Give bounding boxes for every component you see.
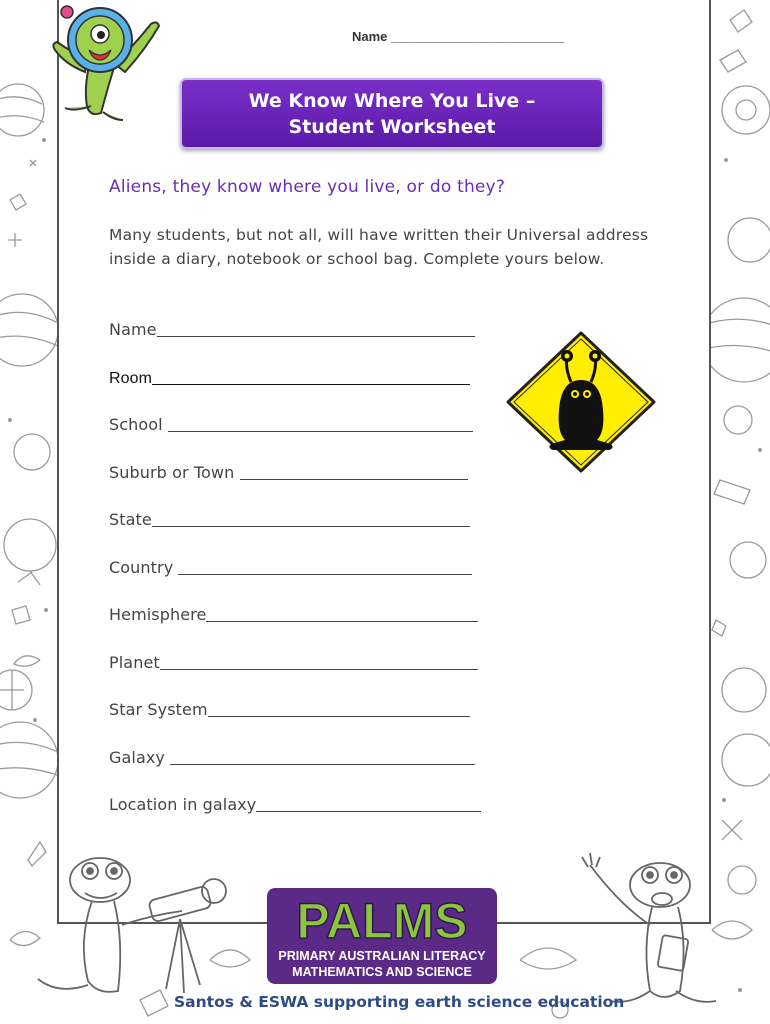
field-star-system[interactable] (109, 698, 470, 719)
field-label: State (109, 510, 152, 529)
answer-line[interactable] (152, 510, 470, 527)
field-label: Location in galaxy (109, 795, 257, 814)
answer-line[interactable] (168, 415, 473, 432)
field-state[interactable] (109, 508, 470, 529)
planet-doodle (730, 542, 766, 578)
answer-line[interactable] (157, 320, 475, 337)
field-label: Galaxy (109, 748, 165, 767)
answer-line[interactable] (178, 558, 472, 575)
student-name-line[interactable]: Name ________________________ (352, 29, 565, 44)
answer-line[interactable] (256, 795, 481, 812)
palms-logo-line2: MATHEMATICS AND SCIENCE (292, 965, 472, 979)
field-hemisphere[interactable] (109, 603, 478, 624)
title-line-1: We Know Where You Live – (248, 89, 536, 112)
field-label: Name (109, 320, 157, 339)
field-label: Country (109, 558, 174, 577)
field-label: Hemisphere (109, 605, 207, 624)
planet-doodle (0, 294, 58, 366)
planet-doodle (4, 519, 56, 571)
field-galaxy[interactable] (109, 746, 475, 767)
palms-logo-line1: PRIMARY AUSTRALIAN LITERACY (278, 949, 486, 963)
worksheet-title (180, 78, 604, 149)
answer-line[interactable] (160, 653, 478, 670)
field-name[interactable] (109, 318, 475, 339)
intro-paragraph: Many students, but not all, will have written their Universal address inside a diary, notebook or school bag. Complete yours below. (109, 226, 649, 268)
field-school[interactable] (109, 413, 473, 434)
field-country[interactable] (109, 556, 472, 577)
answer-line[interactable] (208, 700, 470, 717)
palms-logo (265, 886, 499, 986)
field-label: Suburb or Town (109, 463, 235, 482)
field-planet[interactable] (109, 651, 478, 672)
field-label: Star System (109, 700, 208, 719)
answer-line[interactable] (240, 463, 468, 480)
field-label: Room (109, 370, 153, 387)
answer-line[interactable] (170, 748, 475, 765)
planet-doodle (14, 434, 50, 470)
footer-tagline: Santos & ESWA supporting earth science education (174, 993, 625, 1011)
answer-line[interactable] (152, 368, 470, 385)
planet-doodle (722, 86, 770, 134)
alien-gecko-illustration (45, 2, 165, 127)
field-suburb[interactable] (109, 461, 468, 482)
worksheet-subtitle: Aliens, they know where you live, or do they? (109, 177, 506, 197)
answer-line[interactable] (206, 605, 478, 622)
alien-warning-sign-icon (505, 330, 657, 474)
field-label: School (109, 415, 163, 434)
title-line-2: Student Worksheet (288, 115, 496, 138)
palms-logo-word: PALMS (296, 893, 468, 949)
field-label: Planet (109, 653, 160, 672)
field-room[interactable] (109, 366, 470, 388)
planet-doodle (0, 84, 44, 136)
planet-doodle (728, 218, 770, 262)
field-location-in-galaxy[interactable] (109, 793, 481, 814)
planet-doodle (702, 298, 770, 382)
planet-doodle (0, 722, 58, 798)
planet-doodle (722, 668, 766, 712)
